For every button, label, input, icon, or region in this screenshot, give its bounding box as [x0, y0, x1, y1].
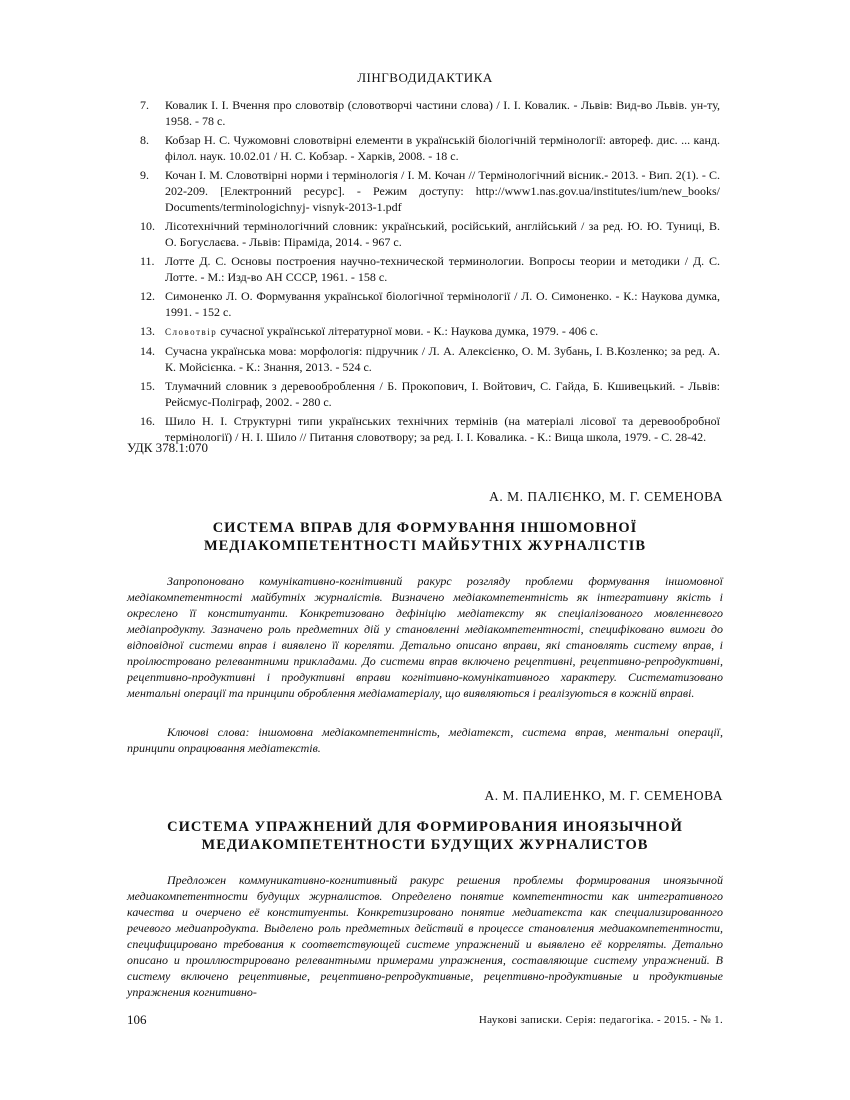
reference-item	[140, 343, 720, 375]
reference-item	[140, 132, 720, 164]
reference-number: 12.	[140, 289, 155, 303]
reference-item	[140, 97, 720, 129]
authors-ukrainian: А. М. ПАЛІЄНКО, М. Г. СЕМЕНОВА	[489, 489, 723, 504]
reference-spaced-word: Словотвір	[165, 327, 218, 337]
reference-number: 8.	[140, 133, 149, 147]
reference-item	[140, 167, 720, 215]
reference-number: 9.	[140, 168, 149, 182]
title-line: МЕДІАКОМПЕТЕНТНОСТІ МАЙБУТНІХ ЖУРНАЛІСТІВ	[203, 538, 647, 554]
reference-text: Лотте Д. С. Основы построения научно-технической терминологии. Вопросы теории и методики / Д. С. Лотте. - М.: Изд-во АН СССР, 1961. - 158 с.	[165, 254, 720, 284]
reference-item	[140, 413, 720, 445]
reference-item	[140, 378, 720, 410]
article-title-ukrainian	[127, 519, 723, 555]
reference-number: 14.	[140, 344, 155, 358]
abstract-russian: Предложен коммуникативно-когнитивный ракурс решения проблемы формирования иноязычной медиакомпетентности будущих журналистов. Определено понятие компетентности как интегративного качества и очерчено её конституенты. Конкретизировано понятие медиатекста как специализированного речевого медиапродукта. Выделено роль предметных действий в процессе становления медиакомпетентности, специфицировано требования к соответствующей системе упражнений и выявлено её корреляты. Детально описано и проиллюстрировано релевантными примерами упражнения, составляющие систему упражнений. В систему включено рецептивные, рецептивно-репродуктивные, рецептивно-продуктивные и продуктивные упражнения когнитивно-	[127, 873, 723, 999]
reference-list	[140, 97, 720, 448]
reference-item	[140, 218, 720, 250]
article-title-russian	[127, 818, 723, 854]
reference-text: сучасної української літературної мови. - К.: Наукова думка, 1979. - 406 с.	[217, 324, 599, 338]
title-line: МЕДИАКОМПЕТЕНТНОСТИ БУДУЩИХ ЖУРНАЛИСТОВ	[201, 837, 649, 853]
reference-item	[140, 323, 720, 340]
reference-text: Лісотехнічний термінологічний словник: український, російський, англійський / за ред. Ю. Ю. Туниці, В. О. Богуслаєва. - Львів: Піраміда, 2014. - 967 с.	[165, 219, 720, 249]
keywords-ukrainian: Ключові слова: іншомовна медіакомпетентність, медіатекст, система вправ, ментальні операції, принципи опрацювання медіатекстів.	[127, 725, 723, 755]
reference-text: Тлумачний словник з деревооброблення / Б. Прокопович, І. Войтович, С. Гайда, Б. Кшивецький. - Львів: Рейсмус-Поліграф, 2002. - 280 с.	[165, 379, 720, 409]
reference-number: 13.	[140, 324, 155, 338]
reference-text: Шило Н. І. Структурні типи українських технічних термінів (на матеріалі лісової та деревообробної термінології) / Н. І. Шило // Питання словотвору; за ред. І. І. Ковалика. - К.: Вища школа, 1979. - С. 28-42.	[165, 414, 720, 444]
reference-number: 15.	[140, 379, 155, 393]
reference-text: Кобзар Н. С. Чужомовні словотвірні елементи в українській біологічній термінології: автореф. дис. ... канд. філол. наук. 10.02.01 / Н. С. Кобзар. - Харків, 2008. - 18 с.	[165, 133, 720, 163]
reference-item	[140, 288, 720, 320]
reference-number: 10.	[140, 219, 155, 233]
journal-footer: Наукові записки. Серія: педагогіка. - 2015. - № 1.	[478, 1014, 723, 1026]
udk-code: УДК 378.1:070	[127, 440, 209, 455]
reference-number: 7.	[140, 98, 149, 112]
reference-number: 11.	[140, 254, 155, 268]
abstract-ukrainian: Запропоновано комунікативно-когнітивний ракурс розгляду проблеми формування іншомовної медіакомпетентності майбутніх журналістів. Визначено медіакомпетентність як інтегративну якість і окреслено її конституанти. Конкретизовано дефініцію медіатексту як спеціалізованого мовленнєвого медіапродукту. Зазначено роль предметних дій у становленні медіакомпетентності, специфіковано вимоги до відповідної системи вправ і виявлено її кореляти. Детально описано вправи, які становлять систему вправ, і проілюстровано релевантними прикладами. До системи вправ включено рецептивні, рецептивно-репродуктивні, рецептивно-продуктивні і продуктивні вправи когнітивно-комунікативного характеру. Систематизовано ментальні операції та принципи оброблення медіаматеріалу, що виявляються і реалізуються в кожній вправі.	[127, 574, 723, 700]
reference-item	[140, 253, 720, 285]
reference-text: Ковалик І. І. Вчення про словотвір (словотворчі частини слова) / І. І. Ковалик. - Львів: Вид-во Львів. ун-ту, 1958. - 78 с.	[165, 98, 720, 128]
authors-russian: А. М. ПАЛИЕНКО, М. Г. СЕМЕНОВА	[484, 788, 723, 803]
page-number: 106	[127, 1012, 147, 1027]
title-line: СИСТЕМА УПРАЖНЕНИЙ ДЛЯ ФОРМИРОВАНИЯ ИНОЯЗЫЧНОЙ	[167, 819, 683, 835]
reference-text: Сучасна українська мова: морфологія: підручник / Л. А. Алексієнко, О. М. Зубань, І. В.Козленко; за ред. А. К. Мойсієнка. - К.: Знання, 2013. - 524 с.	[165, 344, 720, 374]
reference-text: Симоненко Л. О. Формування української біологічної термінології / Л. О. Симоненко. - К.: Наукова думка, 1991. - 152 с.	[165, 289, 720, 319]
reference-text: Кочан І. М. Словотвірні норми і термінологія / І. М. Кочан // Термінологічний вісник.- 2013. - Вип. 2(1). - С. 202-209. [Електронний ресурс]. - Режим доступу: http://www1.nas.gov.ua/institutes/ium/new_books/ Documents/terminologichnyj- visnyk-2013-1.pdf	[165, 168, 720, 214]
reference-number: 16.	[140, 414, 155, 428]
running-head: ЛІНГВОДИДАКТИКА	[357, 70, 493, 85]
title-line: СИСТЕМА ВПРАВ ДЛЯ ФОРМУВАННЯ ІНШОМОВНОЇ	[212, 520, 638, 536]
